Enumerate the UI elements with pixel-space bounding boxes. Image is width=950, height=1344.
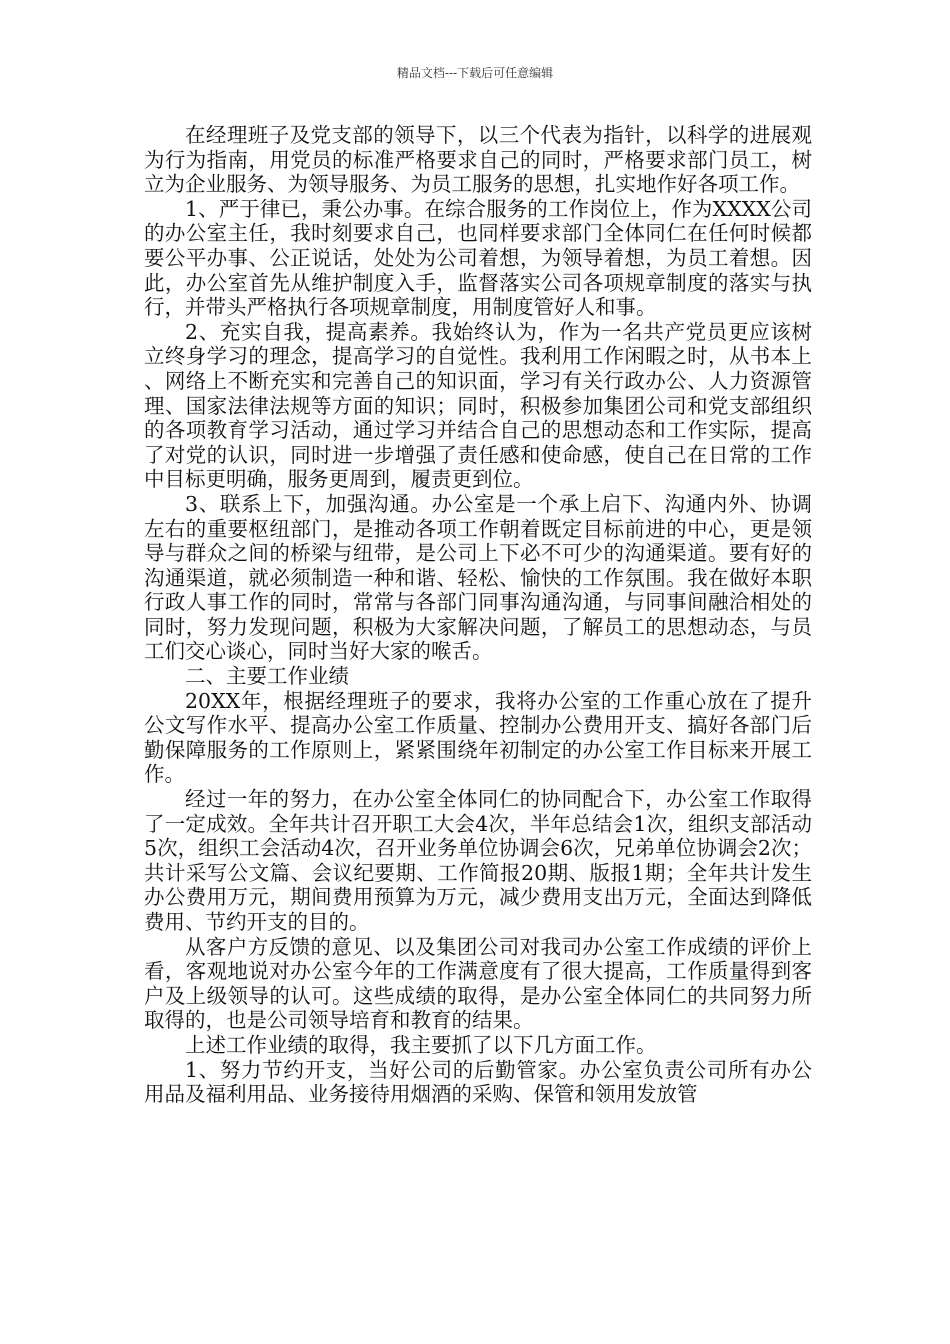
paragraph-feedback: 从客户方反馈的意见、以及集团公司对我司办公室工作成绩的评价上看，客观地说对办公室今年的工作满意度有了很大提高，工作质量得到客户及上级领导的认可。这些成绩的取得，是办公室全体同仁的共同努力所取得的，也是公司领导培育和教育的结果。 — [144, 934, 812, 1033]
paragraph-intro: 在经理班子及党支部的领导下，以三个代表为指针，以科学的进展观为行为指南，用党员的标准严格要求自己的同时，严格要求部门员工，树立为企业服务、为领导服务、为员工服务的思想，扎实地作好各项工作。 — [144, 123, 812, 197]
document-body — [144, 123, 812, 1107]
paragraph-item-2-self-improvement: 2、充实自我，提高素养。我始终认为，作为一名共产党员更应该树立终身学习的理念，提高学习的自觉性。我利用工作闲暇之时，从书本上、网络上不断充实和完善自己的知识面，学习有关行政办公、人力资源管理、国家法律法规等方面的知识；同时，积极参加集团公司和党支部组织的各项教育学习活动，通过学习并结合自己的思想动态和工作实际，提高了对党的认识，同时进一步增强了责任感和使命感，使自己在日常的工作中目标更明确，服务更周到，履责更到位。 — [144, 319, 812, 492]
paragraph-item-3-communication: 3、联系上下，加强沟通。办公室是一个承上启下、沟通内外、协调左右的重要枢纽部门，是推动各项工作朝着既定目标前进的中心，更是领导与群众之间的桥梁与纽带，是公司上下必不可少的沟通渠道。要有好的沟通渠道，就必须制造一种和谐、轻松、愉快的工作氛围。我在做好本职行政人事工作的同时，常常与各部门同事沟通沟通，与同事间融洽相处的同时，努力发现问题，积极为大家解决问题，了解员工的思想动态，与员工们交心谈心，同时当好大家的喉舌。 — [144, 491, 812, 664]
paragraph-summary: 上述工作业绩的取得，我主要抓了以下几方面工作。 — [185, 1032, 657, 1057]
paragraph-results: 经过一年的努力，在办公室全体同仁的协同配合下，办公室工作取得了一定成效。全年共计召开职工大会4次，半年总结会1次，组织支部活动5次，组织工会活动4次，召开业务单位协调会6次，兄弟单位协调会2次；共计采写公文篇、会议纪要期、工作简报20期、版报1期；全年共计发生办公费用万元，期间费用预算为万元，减少费用支出万元，全面达到降低费用、节约开支的目的。 — [144, 787, 812, 934]
section-heading-achievements: 二、主要工作业绩 — [185, 664, 349, 689]
page-header: 精品文档---下载后可任意编辑 — [396, 66, 554, 80]
paragraph-item-1-discipline: 1、严于律已，秉公办事。在综合服务的工作岗位上，作为XXXX公司的办公室主任，我时刻要求自己，也同样要求部门全体同仁在任何时候都要公平办事、公正说话，处处为公司着想，为领导着想，为员工着想。因此，办公室首先从维护制度入手，监督落实公司各项规章制度的落实与执行，并带头严格执行各项规章制度，用制度管好人和事。 — [144, 196, 812, 320]
paragraph-annual-focus: 20XX年，根据经理班子的要求，我将办公室的工作重心放在了提升公文写作水平、提高办公室工作质量、控制办公费用开支、搞好各部门后勤保障服务的工作原则上，紧紧围绕年初制定的办公室工作目标来开展工作。 — [144, 688, 812, 787]
paragraph-item-1-cost-saving: 1、努力节约开支，当好公司的后勤管家。办公室负责公司所有办公用品及福利用品、业务接待用烟酒的采购、保管和领用发放管 — [144, 1057, 812, 1107]
